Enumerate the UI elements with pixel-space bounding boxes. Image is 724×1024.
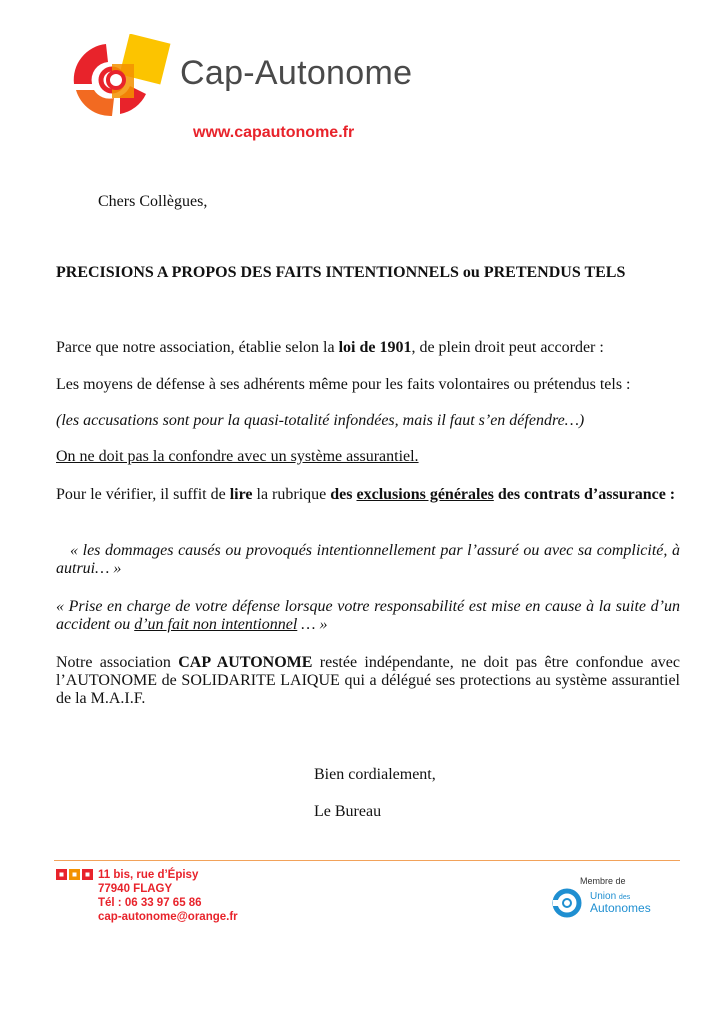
p5-des-bold: des xyxy=(330,486,357,503)
p7-text-a: « Prise en charge de votre défense lorsque votre responsabilité est mise en cause à la suite d’un accident ou xyxy=(56,598,680,633)
p7-underlined: d’un fait non intentionnel xyxy=(134,616,298,633)
p1-text-a: Parce que notre association, établie selon la xyxy=(56,339,339,356)
paragraph-3-italic: (les accusations sont pour la quasi-totalité infondées, mais il faut s’en défendre…) xyxy=(56,412,585,429)
address-street: 11 bis, rue d’Épisy xyxy=(98,869,199,881)
p5-contrats-bold: des contrats d’assurance : xyxy=(493,486,676,503)
p5-exclusions-bold-underlined: exclusions générales xyxy=(356,486,494,503)
p8-text-c: restée indépendante, ne doit pas être confondue avec l’AUTONOME de SOLIDARITE LAIQUE qui a délégué ses protections au système assurantiel de la M.A.I.F. xyxy=(56,654,680,707)
union-word: Union xyxy=(590,891,617,902)
paragraph-5 xyxy=(56,486,680,504)
quote-1: « les dommages causés ou provoqués intentionnellement par l’assuré ou avec sa complicité, à autrui… » xyxy=(56,542,680,577)
p8-cap-autonome-bold: CAP AUTONOME xyxy=(178,654,313,671)
quote-2 xyxy=(56,598,680,634)
closing: Bien cordialement, xyxy=(314,766,436,783)
membre-de-label: Membre de xyxy=(580,876,626,886)
greeting: Chers Collègues, xyxy=(98,193,208,210)
union-des-autonomes-text xyxy=(590,891,651,914)
p5-text-c: la rubrique xyxy=(252,486,331,503)
footer-address xyxy=(98,868,238,924)
des-word: des xyxy=(618,894,631,901)
website-link[interactable]: www.capautonome.fr xyxy=(193,124,355,141)
union-des-autonomes-logo-icon xyxy=(552,888,582,918)
paragraph-4-underlined: On ne doit pas la confondre avec un système assurantiel. xyxy=(56,448,419,465)
address-city: 77940 FLAGY xyxy=(98,883,173,895)
footer-divider xyxy=(54,860,680,861)
p7-text-c: … » xyxy=(297,616,328,633)
paragraph-1 xyxy=(56,339,680,357)
p5-lire-bold: lire xyxy=(229,486,253,503)
p8-text-a: Notre association xyxy=(56,654,179,671)
squares-icon xyxy=(56,869,96,881)
address-phone: Tél : 06 33 97 65 86 xyxy=(98,897,202,909)
address-email[interactable]: cap-autonome@orange.fr xyxy=(98,911,238,923)
autonomes-word: Autonomes xyxy=(590,901,651,915)
p5-text-a: Pour le vérifier, il suffit de xyxy=(56,486,230,503)
p1-law-bold: loi de 1901 xyxy=(338,339,412,356)
paragraph-8 xyxy=(56,654,680,708)
brand-name: Cap-Autonome xyxy=(180,54,413,92)
letter-title: PRECISIONS A PROPOS DES FAITS INTENTIONNELS ou PRETENDUS TELS xyxy=(56,264,626,281)
paragraph-2: Les moyens de défense à ses adhérents même pour les faits volontaires ou prétendus tels : xyxy=(56,376,631,393)
p1-text-c: , de plein droit peut accorder : xyxy=(411,339,604,356)
signature: Le Bureau xyxy=(314,803,382,820)
cap-autonome-logo-icon xyxy=(66,34,176,120)
